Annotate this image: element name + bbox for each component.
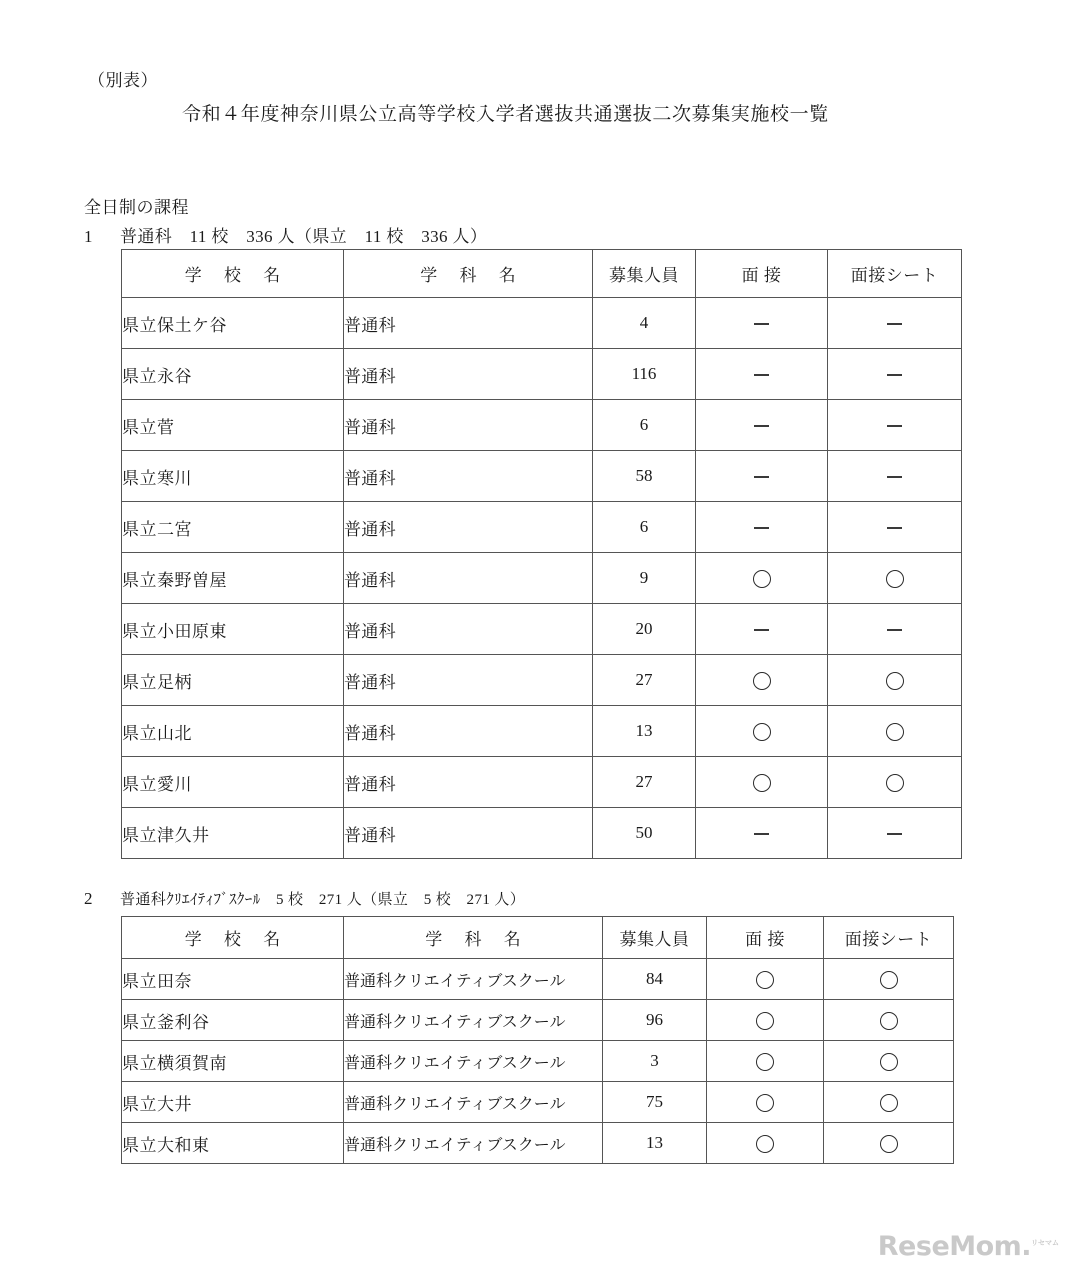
table-futsuka-header [122,250,962,298]
cell-quota: 13 [603,1123,707,1164]
dash-icon [754,425,769,427]
cell-interview [707,1000,824,1041]
cell-interview [696,349,828,400]
resemom-watermark [878,1231,1059,1262]
circle-icon [886,774,904,792]
dash-icon [887,629,902,631]
circle-icon [880,1053,898,1071]
cell-interview [707,1123,824,1164]
dash-icon [887,425,902,427]
column-header-school: 学 校 名 [122,917,344,959]
table-futsuka [121,249,962,859]
cell-subject-name: 普通科 [344,604,593,655]
table-futsuka-body [122,298,962,859]
table-row [122,298,962,349]
circle-icon [756,1135,774,1153]
circle-icon [880,1012,898,1030]
table-row [122,1000,954,1041]
cell-quota: 58 [593,451,696,502]
table-row [122,553,962,604]
cell-subject-name: 普通科クリエイティブスクール [344,1000,603,1041]
cell-quota: 75 [603,1082,707,1123]
table-header-row [122,917,954,959]
cell-quota: 96 [603,1000,707,1041]
circle-icon [756,1012,774,1030]
table-row [122,502,962,553]
cell-interview [696,553,828,604]
table-row [122,1082,954,1123]
dash-icon [887,476,902,478]
table-row [122,451,962,502]
table-header-row [122,250,962,298]
cell-interview-sheet [824,1123,954,1164]
cell-subject-name: 普通科 [344,451,593,502]
column-header-quota: 募集人員 [603,917,707,959]
cell-quota: 27 [593,757,696,808]
cell-interview [696,298,828,349]
cell-interview-sheet [824,1041,954,1082]
section-1-number: 1 [84,227,93,246]
cell-subject-name: 普通科クリエイティブスクール [344,1041,603,1082]
page-title: 令和４年度神奈川県公立高等学校入学者選抜共通選抜二次募集実施校一覧 [182,104,829,125]
circle-icon [756,1053,774,1071]
cell-subject-name: 普通科クリエイティブスクール [344,1123,603,1164]
circle-icon [753,672,771,690]
cell-quota: 3 [603,1041,707,1082]
table-row [122,706,962,757]
cell-quota: 27 [593,655,696,706]
cell-interview-sheet [828,553,962,604]
column-header-interview: 面 接 [707,917,824,959]
table-row [122,400,962,451]
cell-interview [707,1041,824,1082]
cell-interview-sheet [828,400,962,451]
dash-icon [754,323,769,325]
cell-interview-sheet [828,706,962,757]
cell-interview-sheet [824,1082,954,1123]
circle-icon [756,1094,774,1112]
cell-school-name: 県立大和東 [122,1123,344,1164]
dash-icon [754,374,769,376]
cell-subject-name: 普通科 [344,400,593,451]
circle-icon [880,971,898,989]
table-creative-school-header [122,917,954,959]
table-row [122,349,962,400]
cell-school-name: 県立保土ケ谷 [122,298,344,349]
cell-quota: 116 [593,349,696,400]
circle-icon [886,723,904,741]
circle-icon [753,723,771,741]
cell-interview-sheet [828,604,962,655]
cell-interview-sheet [828,808,962,859]
column-header-subject: 学 科 名 [344,250,593,298]
course-type-label: 全日制の課程 [84,198,189,217]
dash-icon [887,833,902,835]
cell-interview-sheet [828,502,962,553]
cell-interview [696,808,828,859]
cell-quota: 20 [593,604,696,655]
circle-icon [886,672,904,690]
column-header-subject: 学 科 名 [344,917,603,959]
cell-school-name: 県立津久井 [122,808,344,859]
cell-quota: 4 [593,298,696,349]
cell-interview [696,604,828,655]
table-creative-school-body [122,959,954,1164]
cell-interview [696,451,828,502]
cell-subject-name: 普通科 [344,502,593,553]
cell-school-name: 県立小田原東 [122,604,344,655]
column-header-school: 学 校 名 [122,250,344,298]
cell-school-name: 県立大井 [122,1082,344,1123]
cell-interview [707,1082,824,1123]
cell-school-name: 県立釜利谷 [122,1000,344,1041]
dash-icon [887,323,902,325]
cell-interview [696,706,828,757]
circle-icon [880,1094,898,1112]
cell-interview [696,757,828,808]
dash-icon [887,527,902,529]
column-header-interview-sheet: 面接シート [824,917,954,959]
section-2-heading [84,888,525,909]
cell-subject-name: 普通科 [344,553,593,604]
appendix-label: （別表） [88,71,158,90]
table-row [122,1041,954,1082]
cell-subject-name: 普通科 [344,655,593,706]
table-row [122,808,962,859]
table-row [122,604,962,655]
cell-interview [696,502,828,553]
cell-subject-name: 普通科クリエイティブスクール [344,1082,603,1123]
cell-subject-name: 普通科 [344,808,593,859]
column-header-interview: 面 接 [696,250,828,298]
dash-icon [754,476,769,478]
table-row [122,959,954,1000]
cell-school-name: 県立横須賀南 [122,1041,344,1082]
circle-icon [753,570,771,588]
cell-school-name: 県立山北 [122,706,344,757]
table-row [122,655,962,706]
cell-interview-sheet [828,655,962,706]
dash-icon [754,527,769,529]
dash-icon [754,629,769,631]
cell-quota: 13 [593,706,696,757]
cell-school-name: 県立秦野曽屋 [122,553,344,604]
cell-interview-sheet [828,757,962,808]
cell-quota: 6 [593,502,696,553]
cell-interview-sheet [828,349,962,400]
section-2-number: 2 [84,889,93,908]
table-row [122,1123,954,1164]
circle-icon [880,1135,898,1153]
cell-quota: 6 [593,400,696,451]
table-creative-school [121,916,954,1164]
cell-interview [696,655,828,706]
cell-school-name: 県立菅 [122,400,344,451]
table-row [122,757,962,808]
cell-school-name: 県立足柄 [122,655,344,706]
circle-icon [886,570,904,588]
watermark-text: ReseMom. [877,1231,1032,1262]
cell-subject-name: 普通科 [344,706,593,757]
cell-school-name: 県立愛川 [122,757,344,808]
cell-interview-sheet [824,1000,954,1041]
section-1-title: 普通科 11 校 336 人（県立 11 校 336 人） [120,227,488,246]
cell-school-name: 県立永谷 [122,349,344,400]
column-header-interview-sheet: 面接シート [828,250,962,298]
cell-quota: 9 [593,553,696,604]
cell-subject-name: 普通科 [344,757,593,808]
cell-school-name: 県立寒川 [122,451,344,502]
cell-subject-name: 普通科 [344,298,593,349]
cell-interview-sheet [828,298,962,349]
cell-quota: 50 [593,808,696,859]
cell-interview-sheet [824,959,954,1000]
cell-interview [696,400,828,451]
cell-subject-name: 普通科 [344,349,593,400]
dash-icon [754,833,769,835]
cell-interview-sheet [828,451,962,502]
circle-icon [753,774,771,792]
cell-school-name: 県立田奈 [122,959,344,1000]
cell-quota: 84 [603,959,707,1000]
circle-icon [756,971,774,989]
section-2-title: 普通科ｸﾘｴｲﾃｨﾌﾞｽｸｰﾙ 5 校 271 人（県立 5 校 271 人） [120,892,526,908]
cell-school-name: 県立二宮 [122,502,344,553]
watermark-ruby: リセマム [1031,1239,1059,1247]
column-header-quota: 募集人員 [593,250,696,298]
cell-interview [707,959,824,1000]
dash-icon [887,374,902,376]
cell-subject-name: 普通科クリエイティブスクール [344,959,603,1000]
section-1-heading [84,222,487,247]
